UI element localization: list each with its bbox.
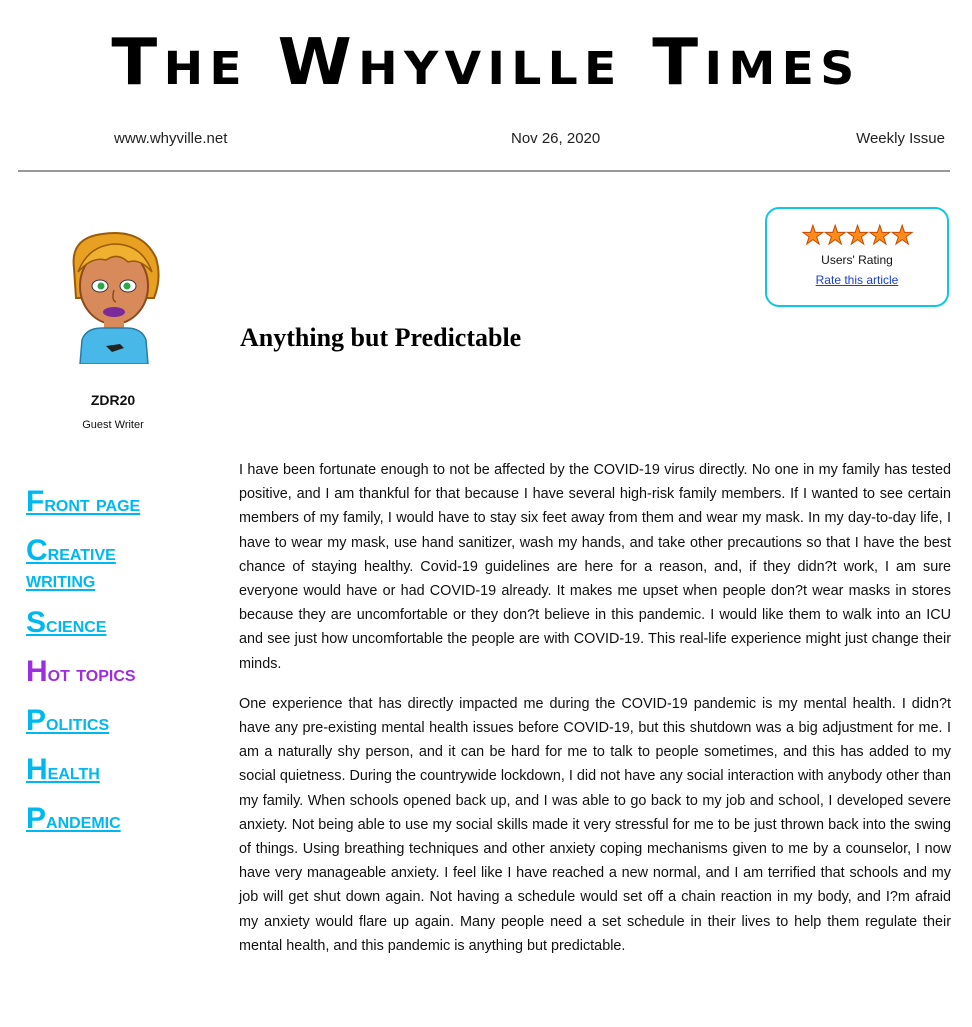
author-name: ZDR20 [90, 392, 136, 408]
header-divider [18, 170, 950, 172]
issue-type: Weekly Issue [856, 130, 945, 147]
article-headline: Anything but Predictable [240, 323, 522, 353]
article-paragraph: I have been fortunate enough to not be affected by the COVID-19 virus directly. No one in my family has tested positive, and I am thankful for that because I have several high-risk family members. If I wanted to see certain members of my family, I would have to stay six feet away from them and wear my mask. In my day-to-day life, I have to wear my mask, use hand sanitizer, wash my hands, and take other precautions so that I have the best chance of staying healthy. Covid-19 guidelines are here for a reason, and, if they didn?t work, I am sure everyone would have or had COVID-19 already. It makes me upset when people don?t wear masks in stores because they are uncomfortable or they don?t believe in this pandemic. I would like them to walk into an ICU and see just how uncomfortable the people are with COVID-19. This real-life experience might just change their minds. [239, 462, 951, 672]
nav-creative-writing[interactable]: Creative writing [26, 534, 116, 592]
rating-box [765, 207, 949, 307]
article-body [239, 458, 951, 974]
nav-pandemic[interactable]: Pandemic [26, 802, 121, 835]
article-paragraph: One experience that has directly impacted me during the COVID-19 pandemic is my mental health. I didn?t have any pre-existing mental health issues before COVID-19, but this shutdown was a big adjustment for me. I am a naturally shy person, and it can be hard for me to talk to people sometimes, and this has added to my social quietness. During the countrywide lockdown, I did not have any social interaction with anybody other than my family. When schools opened back up, and I was able to go back to my job and school, I developed severe anxiety. Not being able to use my social skills made it very stressful for me to be just thrown back into the swing of things. Using breathing techniques and other anxiety coping mechanisms given to me by a counselor, I now have very manageable anxiety. I feel like I have reached a new normal, and I am terrified that schools and my job will get shut down again. Not having a schedule would set off a chain reaction in my body, and I?m afraid my anxiety would flare up again. Many people need a set schedule in their lives to help them regulate their mental health, and this pandemic is anything but predictable. [239, 695, 951, 954]
nav-hot-topics[interactable]: Hot topics [26, 655, 136, 688]
nav-health[interactable]: Health [26, 753, 100, 786]
rating-stars-icon: ★★★★★ [801, 220, 913, 250]
site-url: www.whyville.net [114, 130, 228, 147]
rate-article-link[interactable]: Rate this article [815, 273, 899, 287]
nav-science[interactable]: Science [26, 606, 107, 639]
issue-date: Nov 26, 2020 [511, 130, 601, 147]
section-nav [26, 485, 226, 854]
author-role: Guest Writer [82, 419, 144, 431]
nav-front-page[interactable]: Front page [26, 485, 141, 518]
cartoon-avatar-icon [62, 228, 166, 364]
rating-label: Users' Rating [821, 253, 893, 267]
masthead-title: The Whyville Times [111, 26, 861, 100]
nav-politics[interactable]: Politics [26, 704, 110, 737]
